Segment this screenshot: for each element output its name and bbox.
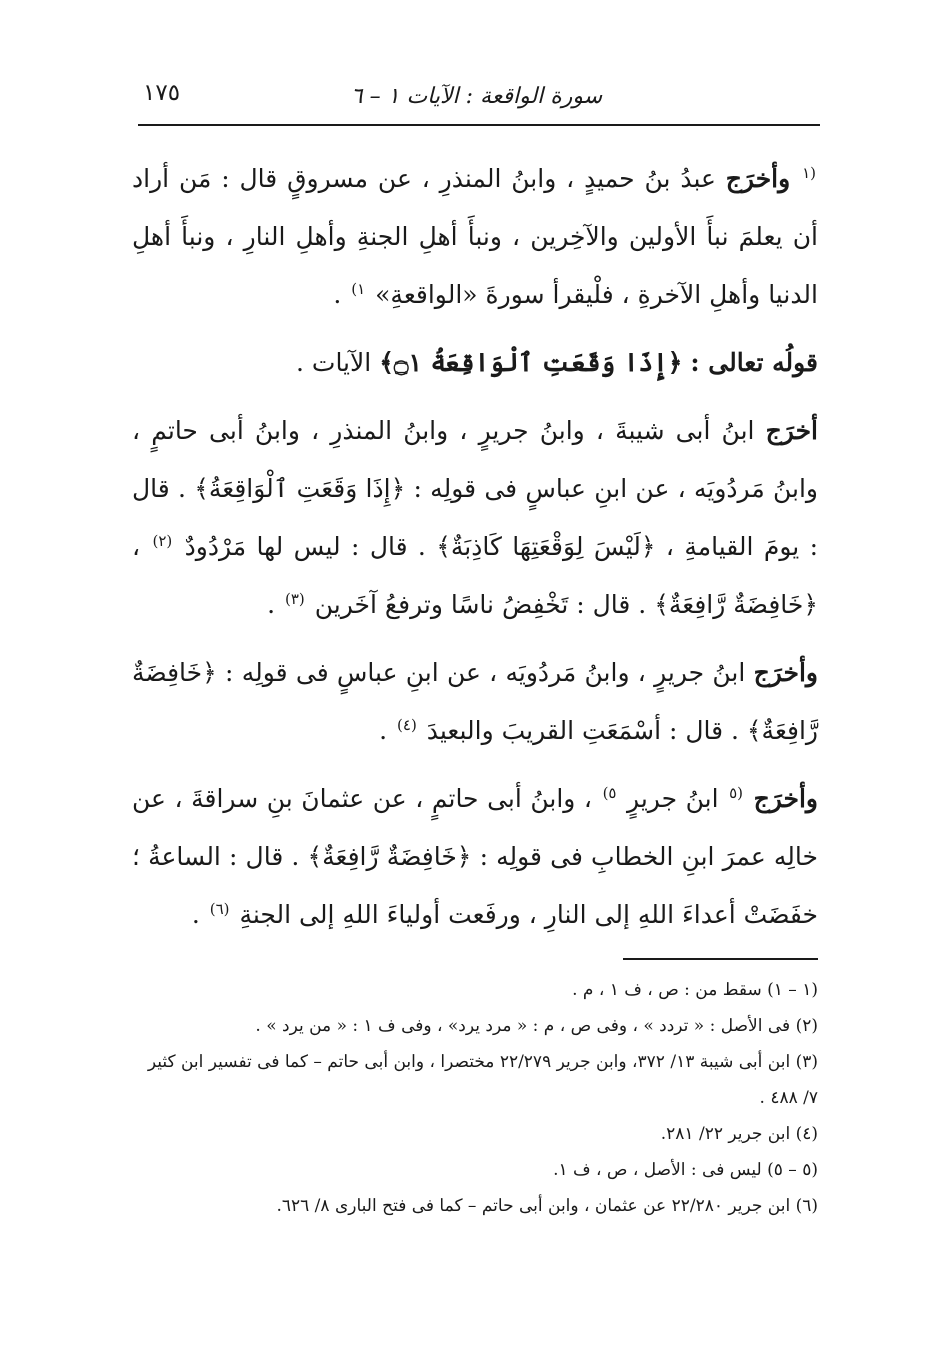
footnote-ref[interactable]: (٢)	[152, 531, 173, 550]
footnote-item: (٤) ابن جرير ٢٢/ ٢٨١.	[660, 1124, 818, 1144]
footnote-item: (٣) ابن أبى شيبة ١٣/ ٣٧٢، وابن جرير ٢٢/٢٧٩ مختصرا ، وابن أبى حاتم – كما فى تفسير ابن كثير ٧/ ٤٨٨ .	[147, 1052, 818, 1108]
footnote-item: (١ – ١) سقط من : ص ، ف ١ ، م .	[572, 980, 818, 1000]
paragraph-lead: وأخرَج	[753, 658, 818, 687]
footnote-item: (٢) فى الأصل : « تردد » ، وفى ص ، م : « مرد يرد» ، وفى ف ١ : « من يرد » .	[255, 1016, 818, 1036]
footnote-ref[interactable]: (٥	[729, 783, 744, 802]
paragraph-1	[132, 150, 818, 324]
running-header	[135, 76, 818, 116]
paragraph-4	[132, 644, 818, 760]
paragraph-text: ابنُ جريرٍ ، وابنُ مَردُويَه ، عن ابنِ عباسٍ فى قولِه : ﴿خَافِضَةٌ رَّافِعَةٌ﴾ . قال : أسْمَعَتِ القريبَ والبعيدَ	[132, 658, 818, 745]
paragraph-text: الآيات .	[296, 348, 372, 377]
paragraph-2	[132, 334, 818, 392]
footnote-ref[interactable]: ٥)	[602, 783, 617, 802]
paragraph-text-2: ، وابنُ أبى حاتمٍ ، عن عثمانَ بنِ سراقةَ ، عن خالِه عمرَ ابنِ الخطابِ فى قولِه : ﴿خَافِضَةٌ رَّافِعَةٌ﴾ . قال : الساعةُ ؛ خفَضَتْ أعداءَ اللهِ إلى النارِ ، ورفَعت أولياءَ اللهِ إلى الجنةِ	[132, 784, 818, 929]
footnote-separator	[623, 958, 818, 960]
footnote-ref[interactable]: ١)	[351, 279, 366, 298]
footnote-item: (٦) ابن جرير ٢٢/٢٨٠ عن عثمان ، وابن أبى حاتم – كما فى فتح البارى ٨/ ٦٢٦.	[276, 1196, 818, 1216]
footnotes	[128, 972, 818, 1224]
paragraph-text: ابنُ أبى شيبةَ ، وابنُ جريرٍ ، وابنُ المنذرِ ، وابنُ أبى حاتمٍ ، وابنُ مَردُويَه ، عن ابنِ عباسٍ فى قولِه : ﴿إِذَا وَقَعَتِ ٱلْوَاقِعَةُ﴾ . قال : يومَ القيامةِ ، ﴿لَيْسَ لِوَقْعَتِهَا كَاذِبَةٌ﴾ . قال : ليس لها مَرْدُودٌ	[132, 416, 819, 561]
header-rule	[138, 124, 820, 126]
paragraph-end: .	[191, 900, 200, 929]
footnote-ref[interactable]: (٣)	[284, 589, 305, 608]
paragraph-text-2: ، ﴿خَافِضَةٌ رَّافِعَةٌ﴾ . قال : تَخْفِضُ ناسًا وترفعُ آخَرين	[132, 532, 818, 619]
footnote-ref[interactable]: (٦)	[209, 899, 230, 918]
paragraph-end: .	[333, 280, 342, 309]
paragraph-3	[132, 402, 818, 634]
paragraph-end: .	[379, 716, 388, 745]
main-text	[132, 150, 818, 954]
paragraph-text: ابنُ جريرٍ	[627, 784, 719, 813]
paragraph-text: عبدُ بنُ حميدٍ ، وابنُ المنذرِ ، عن مسروقٍ قال : مَن أراد أن يعلمَ نبأَ الأولين والآخِرين ، ونبأَ أهلِ الجنةِ وأهلِ النارِ ، ونبأَ أهلِ الدنيا وأهلِ الآخرةِ ، فلْيقرأ سورةَ «الواقعةِ»	[132, 164, 818, 309]
paragraph-lead: وأخرَج	[753, 784, 818, 813]
paragraph-5	[132, 770, 818, 944]
paragraph-lead: أخرَج	[765, 416, 818, 445]
footnote-item: (٥ – ٥) ليس فى : الأصل ، ص ، ف ١.	[553, 1160, 818, 1180]
paragraph-end: .	[267, 590, 276, 619]
page-number: ١٧٥	[143, 80, 181, 106]
running-title: سورة الواقعة : الآيات ١ – ٦	[350, 83, 603, 109]
quran-verse: ﴿إِذَا وَقَعَتِ ٱلْوَاقِعَةُ ۝١﴾	[379, 348, 683, 377]
footnote-ref[interactable]: (١	[802, 163, 816, 182]
paragraph-lead: قولُه تعالى :	[690, 348, 818, 377]
footnote-ref[interactable]: (٤)	[397, 715, 417, 734]
paragraph-lead: وأخرَج	[725, 164, 791, 193]
